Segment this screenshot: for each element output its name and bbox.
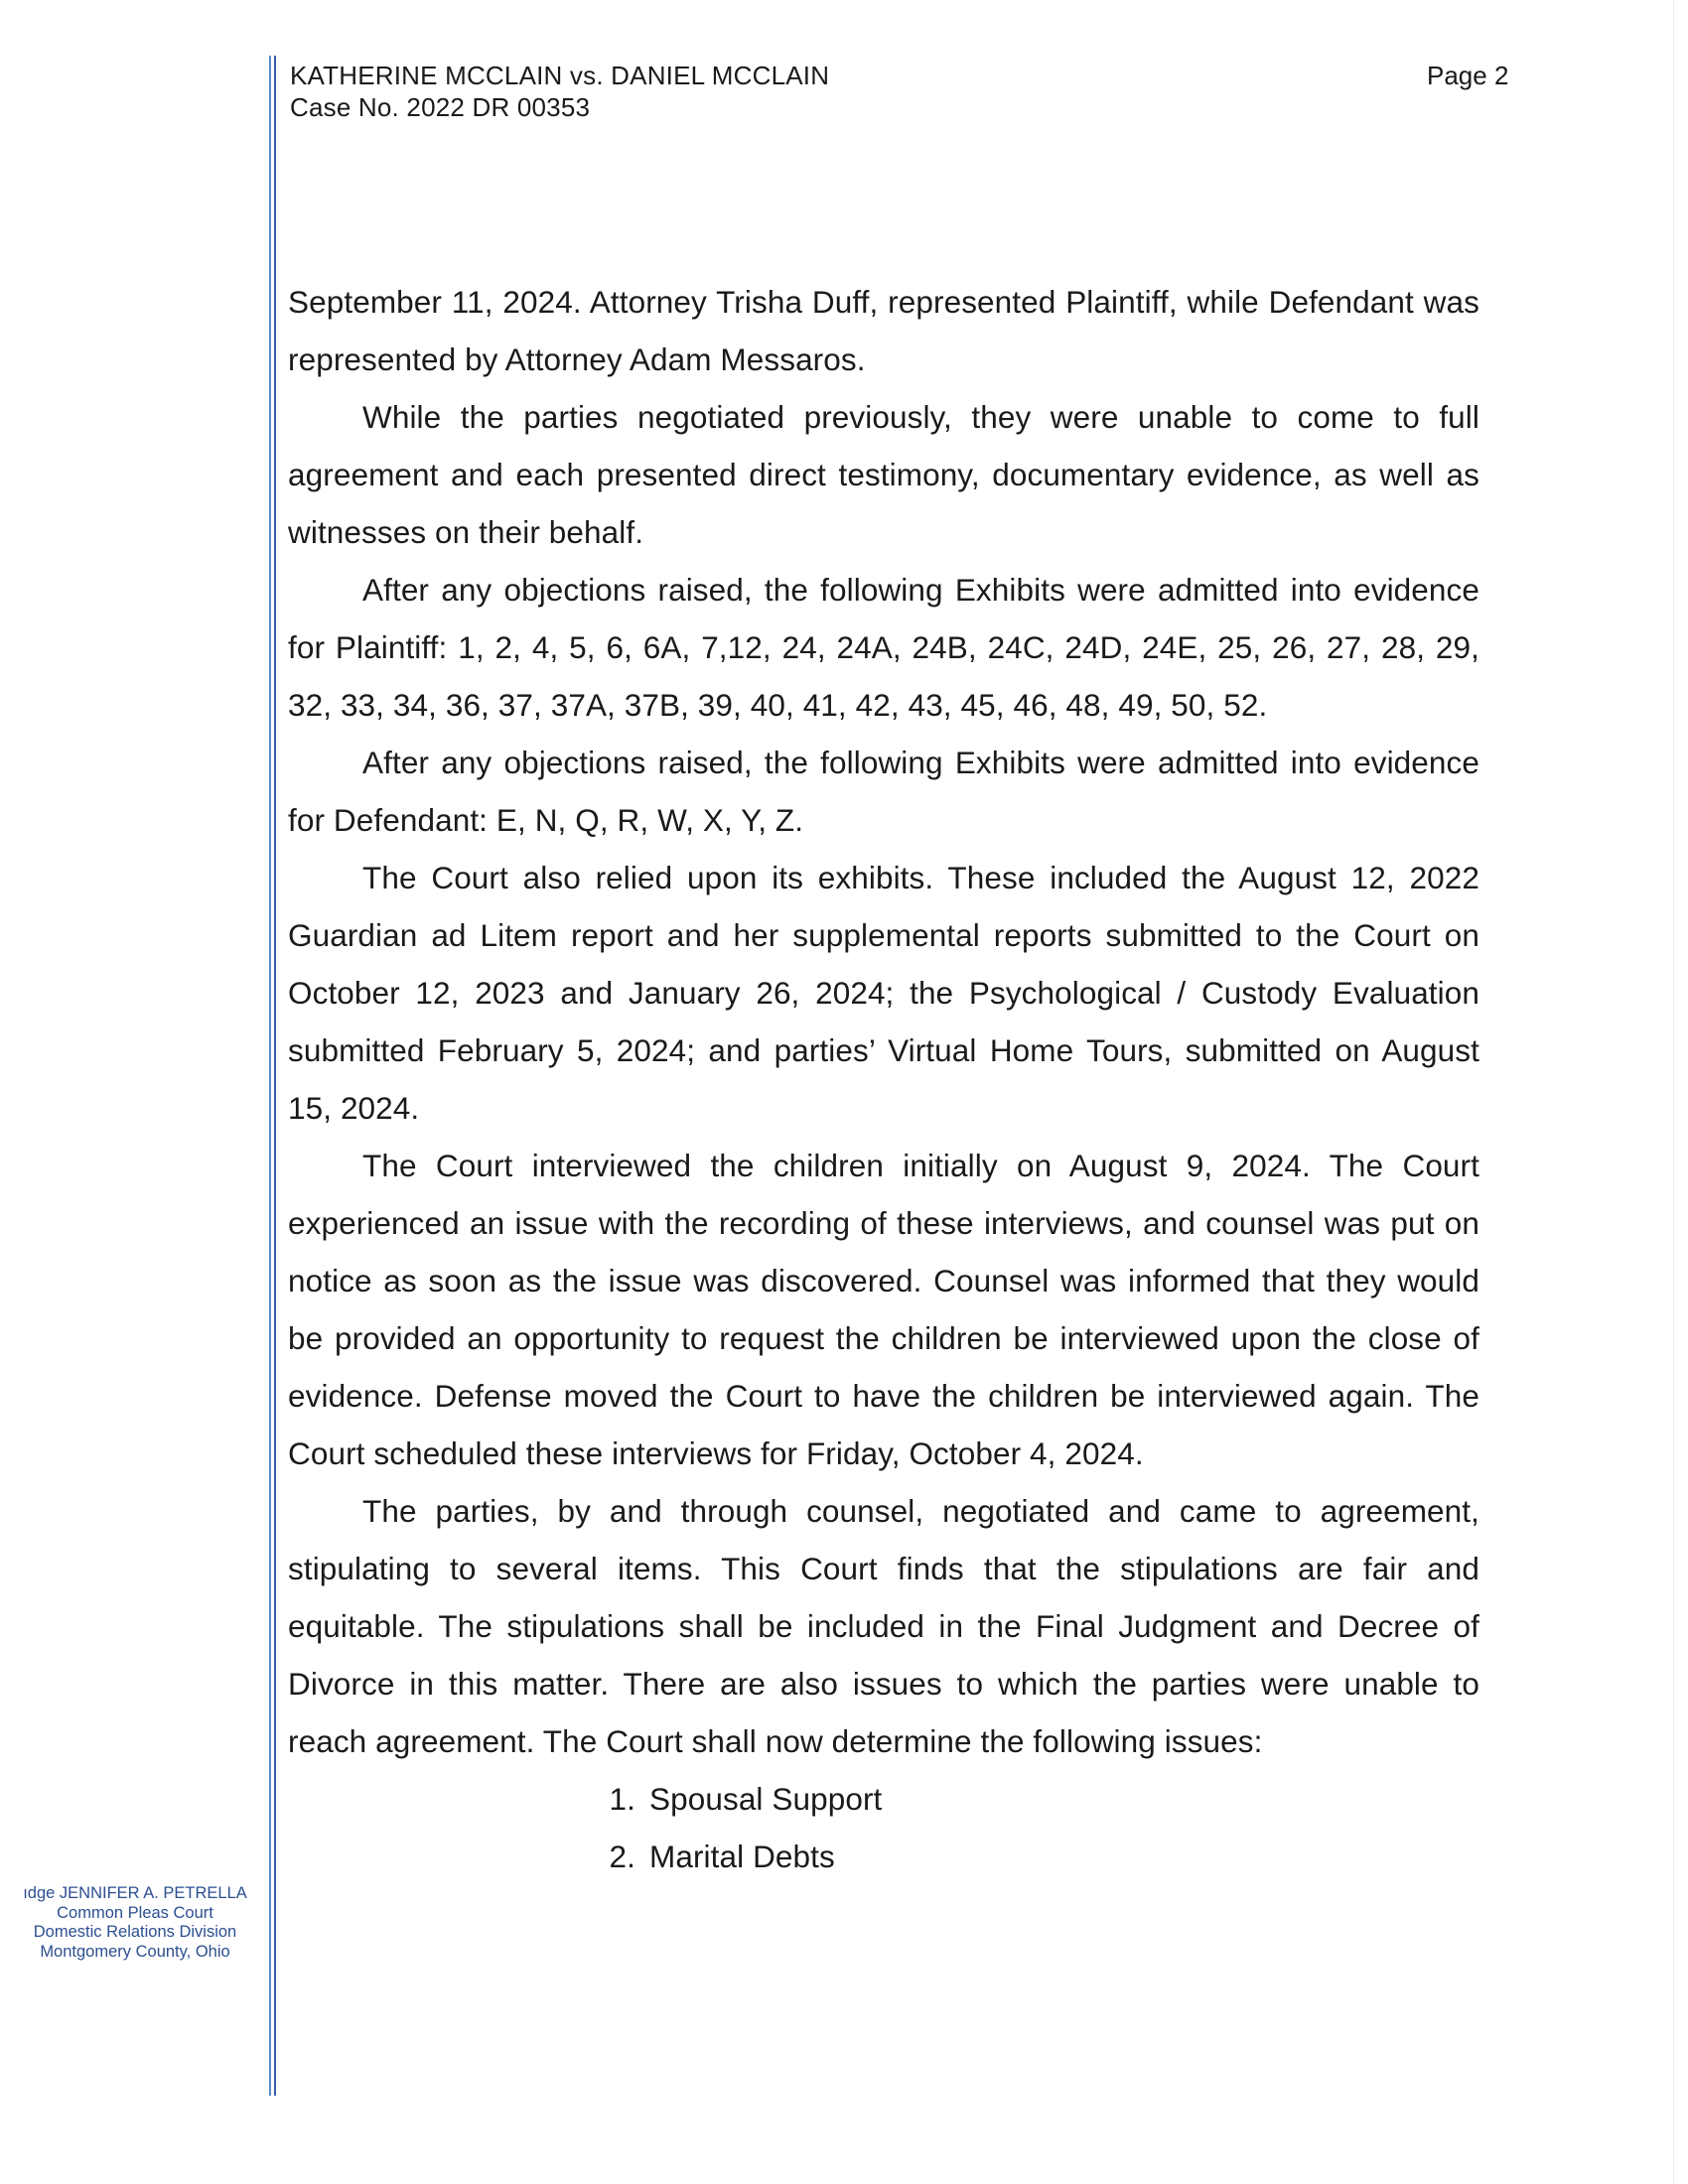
judge-signature-block bbox=[0, 1884, 270, 1962]
judge-name: ıdge JENNIFER A. PETRELLA bbox=[23, 1884, 247, 1902]
case-number: Case No. 2022 DR 00353 bbox=[290, 92, 591, 122]
list-item-number: 1. bbox=[609, 1781, 635, 1817]
division-name: Domestic Relations Division bbox=[33, 1923, 237, 1941]
list-item-label: Marital Debts bbox=[649, 1839, 835, 1874]
paragraph: The Court interviewed the children initially on August 9, 2024. The Court experienced an issue with the recording of these interviews, and counsel was put on notice as soon as the issue was discovered. Counsel was informed that they would be provided an opportunity to request the children be interviewed upon the close of evidence. Defense moved the Court to have the children be interviewed again. The Court scheduled these interviews for Friday, October 4, 2024. bbox=[288, 1148, 1479, 1471]
paragraph: The Court also relied upon its exhibits. These included the August 12, 2022 Guardian ad Litem report and her supplemental reports submitted to the Court on October 12, 2023 and January 26, 2024; the Psychological / Custody Evaluation submitted February 5, 2024; and parties’ Virtual Home Tours, submitted on August 15, 2024. bbox=[288, 860, 1479, 1126]
page-number: Page 2 bbox=[1427, 61, 1509, 90]
list-item-number: 2. bbox=[609, 1839, 635, 1874]
paragraph: While the parties negotiated previously, they were unable to come to full agreement and each presented direct testimony, documentary evidence, as well as witnesses on their behalf. bbox=[288, 399, 1479, 550]
case-title: KATHERINE MCCLAIN vs. DANIEL MCCLAIN bbox=[290, 61, 830, 90]
list-item-label: Spousal Support bbox=[649, 1781, 883, 1817]
paragraph: September 11, 2024. Attorney Trisha Duff, represented Plaintiff, while Defendant was represented by Attorney Adam Messaros. bbox=[288, 284, 1479, 377]
margin-rule-left bbox=[269, 56, 271, 2096]
list-item bbox=[586, 1828, 1479, 1885]
document-body bbox=[288, 273, 1479, 1885]
case-header bbox=[290, 60, 829, 123]
margin-rule-right bbox=[274, 56, 276, 2096]
paragraph: After any objections raised, the following Exhibits were admitted into evidence for Plaintiff: 1, 2, 4, 5, 6, 6A, 7,12, 24, 24A, 24B, 24C, 24D, 24E, 25, 26, 27, 28, 29, 32, 33, 34, 36, 37, 37A, 37B, 39, 40, 41, 42, 43, 45, 46, 48, 49, 50, 52. bbox=[288, 572, 1479, 723]
paragraph: The parties, by and through counsel, negotiated and came to agreement, stipulating to several items. This Court finds that the stipulations are fair and equitable. The stipulations shall be included in the Final Judgment and Decree of Divorce in this matter. There are also issues to which the parties were unable to reach agreement. The Court shall now determine the following issues: bbox=[288, 1493, 1479, 1759]
list-item bbox=[586, 1770, 1479, 1828]
scan-edge bbox=[1673, 0, 1674, 2184]
paragraph: After any objections raised, the following Exhibits were admitted into evidence for Defendant: E, N, Q, R, W, X, Y, Z. bbox=[288, 745, 1479, 838]
county-name: Montgomery County, Ohio bbox=[40, 1942, 230, 1961]
issues-list bbox=[288, 1770, 1479, 1885]
court-name: Common Pleas Court bbox=[57, 1903, 213, 1922]
